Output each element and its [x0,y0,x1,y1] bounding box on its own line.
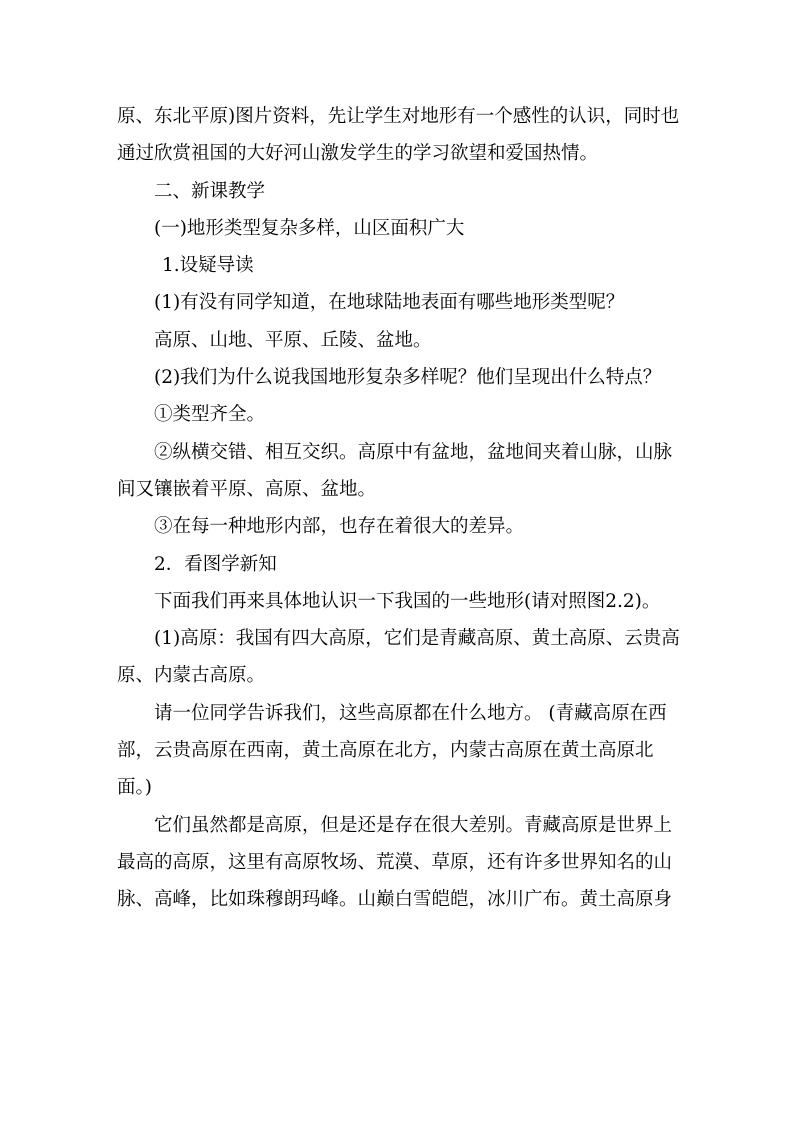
heading-new-lesson: 二、新课教学 [154,180,266,202]
point-two: ②纵横交错、相互交织。高原中有盆地，盆地间夹着山脉，山脉间又镶嵌着平原、高原、盆地。 [117,441,673,500]
paragraph-intro-continuation: 原、东北平原)图片资料，先让学生对地形有一个感性的认识，同时也通过欣赏祖国的大好河山激发学生的学习欲望和爱国热情。 [117,106,680,165]
paragraph-plateau-differences: 它们虽然都是高原，但是还是存在很大差别。青藏高原是世界上最高的高原，这里有高原牧场、荒漠、草原，还有许多世界知名的山脉、高峰，比如珠穆朗玛峰。山巅白雪皑皑，冰川广布。黄土高原身 [117,814,673,911]
point-three: ③在每一种地形内部，也存在着很大的差异。 [154,516,525,538]
question-one: (1)有没有同学知道，在地球陆地表面有哪些地形类型呢？ [154,292,625,314]
question-two: (2)我们为什么说我国地形复杂多样呢？他们呈现出什么特点？ [154,367,662,389]
point-one: ①类型齐全。 [154,404,266,426]
paragraph-plateaus: (1)高原：我国有四大高原，它们是青藏高原、黄土高原、云贵高原、内蒙古高原。 [117,628,680,687]
answer-one: 高原、山地、平原、丘陵、盆地。 [154,329,432,351]
document-body [117,98,682,919]
heading-guided-reading: 1.设疑导读 [162,255,254,277]
paragraph-map-intro: 下面我们再来具体地认识一下我国的一些地形(请对照图2.2)。 [154,590,661,612]
heading-section-one: (一)地形类型复杂多样，山区面积广大 [154,217,465,239]
paragraph-plateau-locations: 请一位同学告诉我们，这些高原都在什么地方。 (青藏高原在西部，云贵高原在西南，黄土高原在北方，内蒙古高原在黄土高原北面。) [117,702,667,799]
heading-view-map: 2．看图学新知 [154,553,277,575]
